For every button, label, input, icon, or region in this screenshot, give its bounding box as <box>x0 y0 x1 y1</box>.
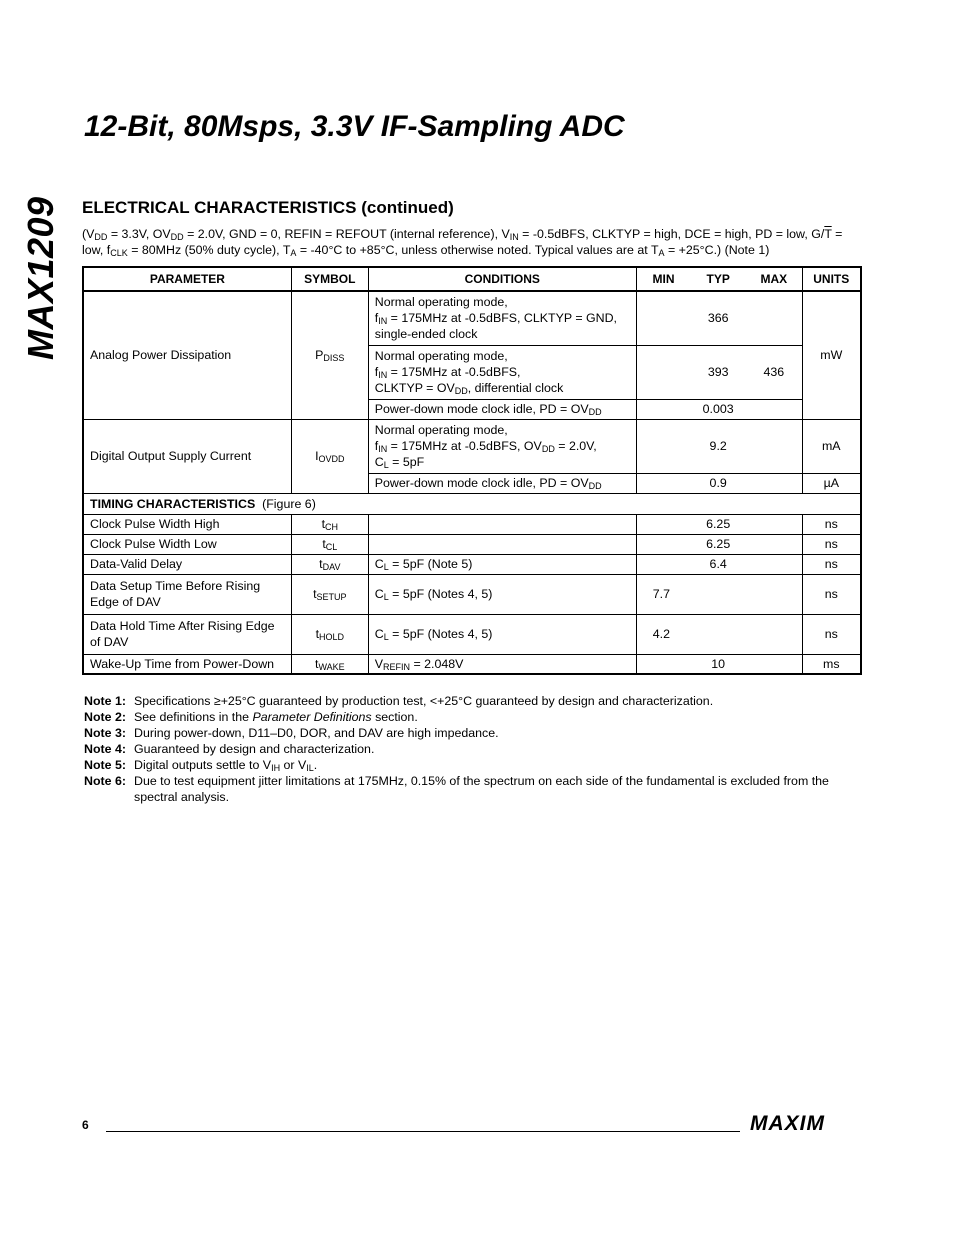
parameter-cell: Clock Pulse Width High <box>83 514 291 534</box>
min-cell <box>636 345 690 399</box>
max-cell <box>746 554 802 574</box>
units-cell: ns <box>802 534 861 554</box>
document-title: 12-Bit, 80Msps, 3.3V IF-Sampling ADC <box>84 110 625 143</box>
min-cell <box>636 654 690 674</box>
conditions-cell: Power-down mode clock idle, PD = $OV_{DD}$ <box>368 399 636 419</box>
symbol-cell: $t_{CH}$ <box>291 514 368 534</box>
symbol-cell: $t_{WAKE}$ <box>291 654 368 674</box>
timing-heading: TIMING CHARACTERISTICS (Figure 6) <box>83 493 861 514</box>
header-max: MAX <box>746 267 802 291</box>
header-conditions: CONDITIONS <box>368 267 636 291</box>
units-cell: ns <box>802 554 861 574</box>
min-cell: 7.7 <box>636 574 690 614</box>
timing-heading-row <box>83 493 861 514</box>
symbol-cell: $t_{CL}$ <box>291 534 368 554</box>
min-cell <box>636 291 690 345</box>
note-6: Note 6: Due to test equipment jitter limitations at 175MHz, 0.15% of the spectrum on each side of the fundamental is excluded from the spectral analysis. <box>84 774 829 804</box>
table-row <box>83 534 861 554</box>
table-row <box>83 574 861 614</box>
conditions-cell <box>368 514 636 534</box>
max-cell <box>746 399 802 419</box>
parameter-cell: Data-Valid Delay <box>83 554 291 574</box>
max-cell <box>746 654 802 674</box>
min-cell: 4.2 <box>636 614 690 654</box>
conditions-cell: Normal operating mode, $f_{IN} = 175MHz$ at -0.5dBFS, CLKTYP = $OV_{DD}$, differential clock <box>368 345 636 399</box>
units-cell: ns <box>802 574 861 614</box>
max-cell <box>746 514 802 534</box>
symbol-cell: $t_{DAV}$ <box>291 554 368 574</box>
min-cell <box>636 534 690 554</box>
units-cell: ns <box>802 514 861 534</box>
conditions-cell: Normal operating mode, $f_{IN} = 175MHz$ at -0.5dBFS, CLKTYP = GND, single-ended clock <box>368 291 636 345</box>
conditions-cell: $V_{REFIN} = 2.048V$ <box>368 654 636 674</box>
max-cell <box>746 534 802 554</box>
conditions-cell: $C_L = 5pF$ (Notes 4, 5) <box>368 614 636 654</box>
notes <box>84 693 864 805</box>
parameter-cell: Clock Pulse Width Low <box>83 534 291 554</box>
symbol-cell: $I_{OVDD}$ <box>291 419 368 493</box>
parameter-cell: Analog Power Dissipation <box>83 291 291 419</box>
table-row <box>83 554 861 574</box>
conditions-cell: Normal operating mode, $f_{IN} = 175MHz$ at -0.5dBFS, $OV_{DD} = 2.0V$, $C_L = 5pF$ <box>368 419 636 473</box>
parameter-cell: Data Setup Time Before Rising Edge of DAV <box>83 574 291 614</box>
typ-cell: 366 <box>690 291 746 345</box>
table-row <box>83 419 861 473</box>
min-cell <box>636 399 690 419</box>
note-5: Note 5: Digital outputs settle to $V_{IH}$ or $V_{IL}$. <box>84 758 318 773</box>
symbol-cell: $t_{HOLD}$ <box>291 614 368 654</box>
test-conditions: ($V_{DD} = 3.3V$, $OV_{DD} = 2.0V$, GND = 0, REFIN = REFOUT (internal reference), $V_{IN}$ = -0.5dBFS, CLKTYP = high, DCE = high, PD = low, $G/\overline{T}$ = low, $f_{CLK} = 80MHz$ (50% duty cycle), $T_A = -40^\circ C$ to +85°C, unless otherwise noted. Typical values are at $T_A = +25^\circ C$.) (Note 1) <box>82 227 843 258</box>
typ-cell: 0.9 <box>690 473 746 493</box>
table-row <box>83 514 861 534</box>
min-cell <box>636 419 690 473</box>
parameter-cell: Digital Output Supply Current <box>83 419 291 493</box>
table-row <box>83 291 861 345</box>
typ-cell: 6.25 <box>690 534 746 554</box>
symbol-cell: $t_{SETUP}$ <box>291 574 368 614</box>
electrical-characteristics-table <box>82 266 862 675</box>
units-cell: mW <box>802 291 861 419</box>
header-typ: TYP <box>690 267 746 291</box>
header-min: MIN <box>636 267 690 291</box>
max-cell <box>746 473 802 493</box>
parameter-cell: Data Hold Time After Rising Edge of DAV <box>83 614 291 654</box>
conditions-cell: $C_L = 5pF$ (Note 5) <box>368 554 636 574</box>
units-cell: µA <box>802 473 861 493</box>
note-1: Note 1: Specifications ≥+25°C guaranteed by production test, <+25°C guaranteed by design and characterization. <box>84 694 714 708</box>
footer-rule <box>106 1131 740 1132</box>
table-row <box>83 654 861 674</box>
symbol-cell: $P_{DISS}$ <box>291 291 368 419</box>
page-number: 6 <box>82 1118 89 1132</box>
typ-cell: 393 <box>690 345 746 399</box>
typ-cell: 0.003 <box>690 399 746 419</box>
typ-cell: 6.25 <box>690 514 746 534</box>
max-cell <box>746 291 802 345</box>
note-3: Note 3: During power-down, D11–D0, DOR, and DAV are high impedance. <box>84 726 499 740</box>
max-cell <box>746 614 802 654</box>
max-cell <box>746 419 802 473</box>
typ-cell <box>690 614 746 654</box>
note-4: Note 4: Guaranteed by design and characterization. <box>84 742 375 756</box>
side-title: MAX1209 <box>20 196 61 360</box>
max-cell <box>746 574 802 614</box>
typ-cell: 9.2 <box>690 419 746 473</box>
units-cell: mA <box>802 419 861 473</box>
header-symbol: SYMBOL <box>291 267 368 291</box>
units-cell: ms <box>802 654 861 674</box>
typ-cell <box>690 574 746 614</box>
conditions-cell: Power-down mode clock idle, PD = $OV_{DD}$ <box>368 473 636 493</box>
typ-cell: 10 <box>690 654 746 674</box>
min-cell <box>636 514 690 534</box>
header-units: UNITS <box>802 267 861 291</box>
conditions-cell: $C_L = 5pF$ (Notes 4, 5) <box>368 574 636 614</box>
conditions-cell <box>368 534 636 554</box>
header-parameter: PARAMETER <box>83 267 291 291</box>
table-header-row <box>83 267 861 291</box>
table-row <box>83 614 861 654</box>
typ-cell: 6.4 <box>690 554 746 574</box>
units-cell: ns <box>802 614 861 654</box>
min-cell <box>636 473 690 493</box>
min-cell <box>636 554 690 574</box>
parameter-cell: Wake-Up Time from Power-Down <box>83 654 291 674</box>
section-heading: ELECTRICAL CHARACTERISTICS (continued) <box>82 198 454 217</box>
maxim-logo: MAXIM <box>750 1112 825 1135</box>
max-cell: 436 <box>746 345 802 399</box>
note-2: Note 2: See definitions in the Parameter Definitions section. <box>84 710 418 724</box>
